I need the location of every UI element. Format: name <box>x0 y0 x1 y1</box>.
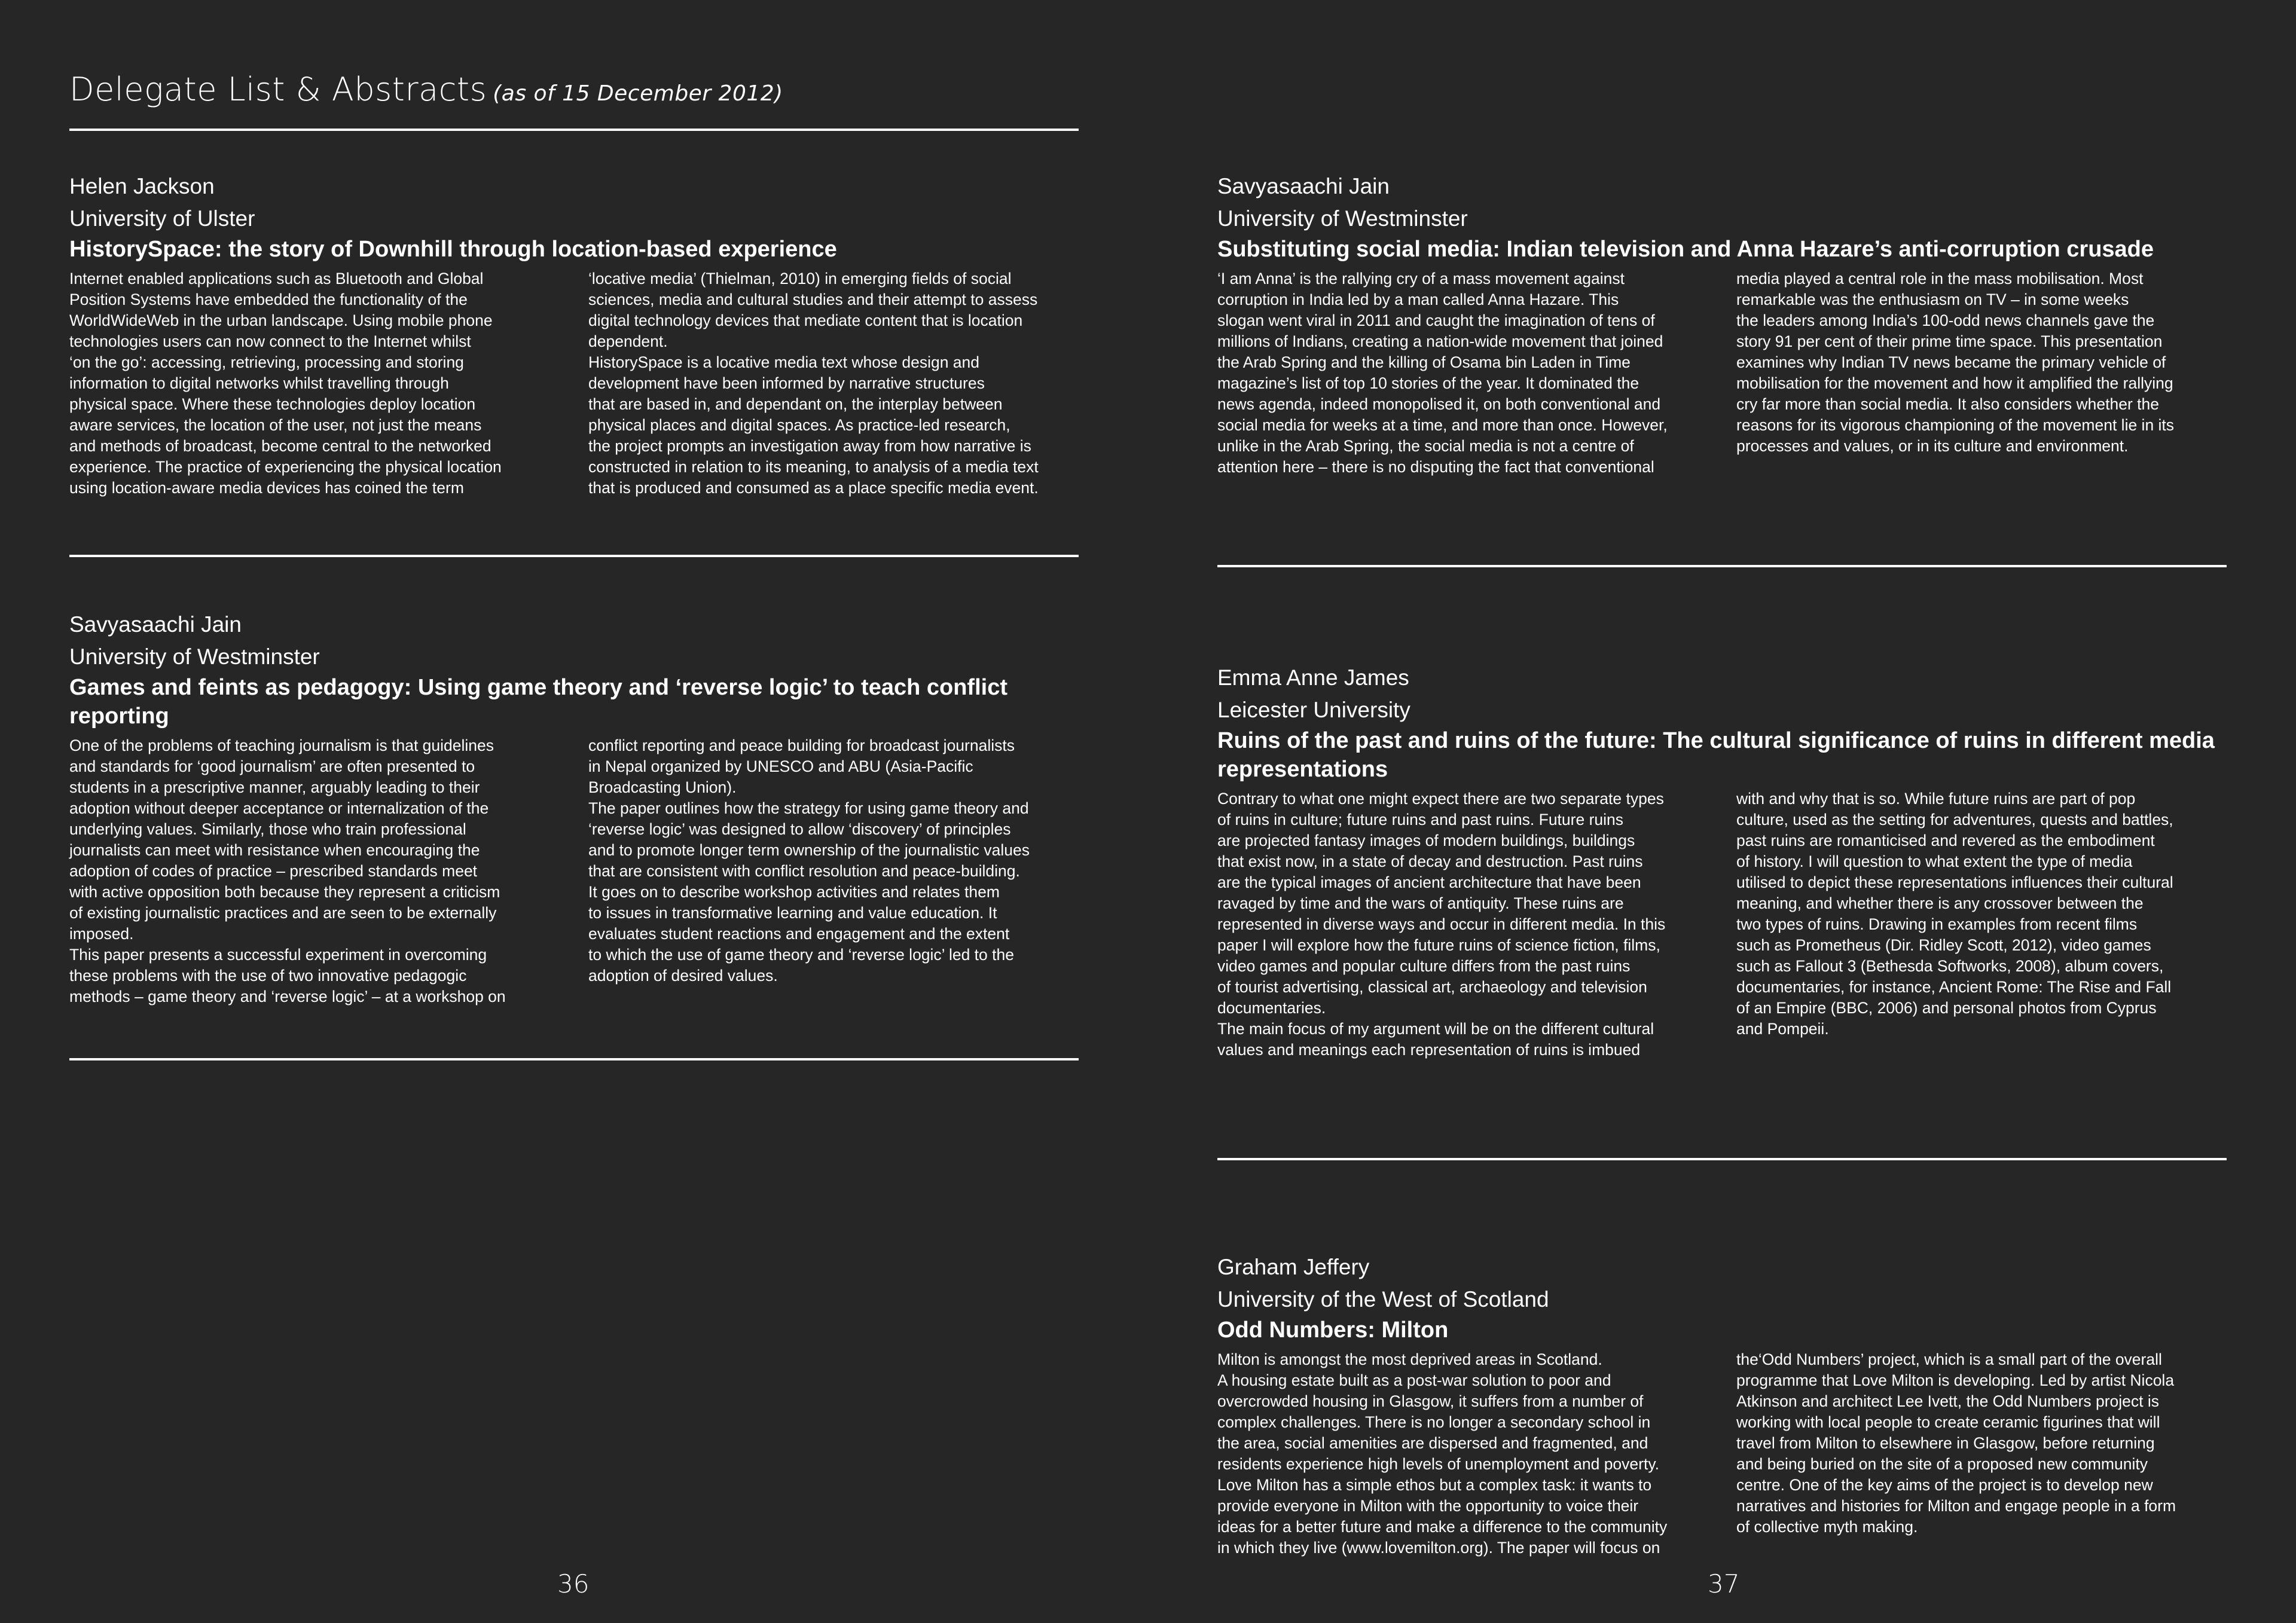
delegate-name: Graham Jeffery <box>1217 1255 1370 1279</box>
abstract-column-2: conflict reporting and peace building for broadcast journalists in Nepal organized by UNESCO and ABU (Asia-Pacific Broadcasting Union). The paper outlines how the strategy for using game theory and ‘reverse logic’ was designed to allow ‘discovery’ of principles and to promote longer term ownership of the journalistic values that are consistent with conflict resolution and peace-building. It goes on to describe workshop activities and relates them to issues in transformative learning and value education. It evaluates student reactions and engagement and the extent to which the use of game theory and ‘reverse logic’ led to the adoption of desired values. <box>588 736 1030 985</box>
abstract-column-2: ‘locative media’ (Thielman, 2010) in emerging fields of social sciences, media and cultural studies and their attempt to assess digital technology devices that mediate content that is location dependent. HistorySpace is a locative media text whose design and development have been informed by narrative structures that are based in, and dependant on, the interplay between physical places and digital spaces. As practice-led research, the project prompts an investigation away from how narrative is constructed in relation to its meaning, to analysis of a media text that is produced and consumed as a place specific media event. <box>588 270 1039 497</box>
abstract-column-2: media played a central role in the mass mobilisation. Most remarkable was the enthusiasm on TV – in some weeks the leaders among India’s 100-odd news channels gave the story 91 per cent of their prime time space. This presentation examines why Indian TV news became the primary vehicle of mobilisation for the movement and how it amplified the rallying cry far more than social media. It also considers whether the reasons for its vigorous championing of the movement lie in its processes and values, or in its culture and environment. <box>1736 270 2175 455</box>
delegate-name: Helen Jackson <box>69 174 215 198</box>
delegate-institution: Leicester University <box>1217 698 1410 722</box>
abstract-column-1: One of the problems of teaching journalism is that guidelines and standards for ‘good journalism’ are often presented to students in a prescriptive manner, arguably leading to their adoption without deeper acceptance or internalization of the underlying values. Similarly, those who train professional journalists can meet with resistance when encouraging the adoption of codes of practice – prescribed standards meet with active opposition both because they represent a criticism of existing journalistic practices and are seen to be externally imposed. This paper presents a successful experiment in overcoming these problems with the use of two innovative pedagogic methods – game theory and ‘reverse logic’ – at a workshop on <box>69 736 506 1005</box>
abstract-entry <box>69 170 1079 499</box>
abstract-entry <box>69 609 1079 1007</box>
delegate-institution: University of the West of Scotland <box>1217 1287 1549 1312</box>
header-rule <box>69 129 1079 131</box>
abstract-column-1: Internet enabled applications such as Bluetooth and Global Position Systems have embedded the functionality of the WorldWideWeb in the urban landscape. Using mobile phone technologies users can now connect to the Internet whilst ‘on the go’: accessing, retrieving, processing and storing information to digital networks whilst travelling through physical space. Where these technologies deploy location aware services, the location of the user, not just the means and methods of broadcast, become central to the networked experience. The practice of experiencing the physical location using location-aware media devices has coined the term <box>69 270 502 497</box>
delegate-name: Emma Anne James <box>1217 665 1409 690</box>
document-title-date: (as of 15 December 2012) <box>493 81 783 106</box>
abstract-entry <box>1217 170 2227 478</box>
abstract-title: Games and feints as pedagogy: Using game theory and ‘reverse logic’ to teach conflict reporting <box>69 675 1007 729</box>
page-number: 37 <box>1708 1569 1740 1598</box>
abstract-column-2: the‘Odd Numbers’ project, which is a small part of the overall programme that Love Milton is developing. Led by artist Nicola Atkinson and architect Lee Ivett, the Odd Numbers project is working with local people to create ceramic figurines that will travel from Milton to elsewhere in Glasgow, before returning and being buried on the site of a proposed new community centre. One of the key aims of the project is to develop new narratives and histories for Milton and engage people in a form of collective myth making. <box>1736 1350 2176 1536</box>
delegate-name: Savyasaachi Jain <box>69 612 242 637</box>
section-divider <box>1217 1158 2227 1160</box>
section-divider <box>69 1058 1079 1060</box>
abstract-title: Substituting social media: Indian television and Anna Hazare’s anti-corruption crusade <box>1217 237 2154 262</box>
abstract-column-1: Contrary to what one might expect there are two separate types of ruins in culture; future ruins and past ruins. Future ruins are projected fantasy images of modern buildings, buildings that exist now, in a state of decay and destruction. Past ruins are the typical images of ancient architecture that have been ravaged by time and the wars of antiquity. These ruins are represented in diverse ways and occur in different media. In this paper I will explore how the future ruins of science fiction, films, video games and popular culture differs from the past ruins of tourist advertising, classical art, archaeology and television documentaries. The main focus of my argument will be on the different cultural values and meanings each representation of ruins is imbued <box>1217 790 1666 1059</box>
abstract-title: HistorySpace: the story of Downhill through location-based experience <box>69 237 837 262</box>
abstract-column-1: ‘I am Anna’ is the rallying cry of a mass movement against corruption in India led by a man called Anna Hazare. This slogan went viral in 2011 and caught the imagination of tens of millions of Indians, creating a nation-wide movement that joined the Arab Spring and the killing of Osama bin Laden in Time magazine’s list of top 10 stories of the year. It dominated the news agenda, indeed monopolised it, on both conventional and social media for weeks at a time, and more than once. However, unlike in the Arab Spring, the social media is not a centre of attention here – there is no disputing the fact that conventional <box>1217 270 1668 476</box>
page-number: 36 <box>557 1569 590 1598</box>
document-title <box>69 71 783 108</box>
section-divider <box>1217 565 2227 567</box>
delegate-name: Savyasaachi Jain <box>1217 174 1390 198</box>
right-page <box>1148 0 2296 1623</box>
section-divider <box>69 555 1079 557</box>
abstract-entry <box>1217 662 2227 1060</box>
document-title-main: Delegate List & Abstracts <box>69 71 487 108</box>
delegate-institution: University of Ulster <box>69 206 255 231</box>
abstract-title: Ruins of the past and ruins of the future: The cultural significance of ruins in different media representations <box>1217 728 2215 782</box>
delegate-institution: University of Westminster <box>1217 206 1468 231</box>
delegate-institution: University of Westminster <box>69 644 320 669</box>
abstract-title: Odd Numbers: Milton <box>1217 1318 1449 1343</box>
abstract-column-1: Milton is amongst the most deprived areas in Scotland. A housing estate built as a post-war solution to poor and overcrowded housing in Glasgow, it suffers from a number of complex challenges. There is no longer a secondary school in the area, social amenities are dispersed and fragmented, and residents experience high levels of unemployment and poverty. Love Milton has a simple ethos but a complex task: it wants to provide everyone in Milton with the opportunity to voice their ideas for a better future and make a difference to the community in which they live (www.lovemilton.org). The paper will focus on <box>1217 1350 1668 1557</box>
abstract-column-2: with and why that is so. While future ruins are part of pop culture, used as the setting for adventures, quests and battles, past ruins are romanticised and revered as the embodiment of history. I will question to what extent the type of media utilised to depict these representations influences their cultural meaning, and whether there is any crossover between the two types of ruins. Drawing in examples from recent films such as Prometheus (Dir. Ridley Scott, 2012), video games such as Fallout 3 (Bethesda Softworks, 2008), album covers, documentaries, for instance, Ancient Rome: The Rise and Fall of an Empire (BBC, 2006) and personal photos from Cyprus and Pompeii. <box>1736 790 2173 1038</box>
abstract-entry <box>1217 1251 2227 1558</box>
